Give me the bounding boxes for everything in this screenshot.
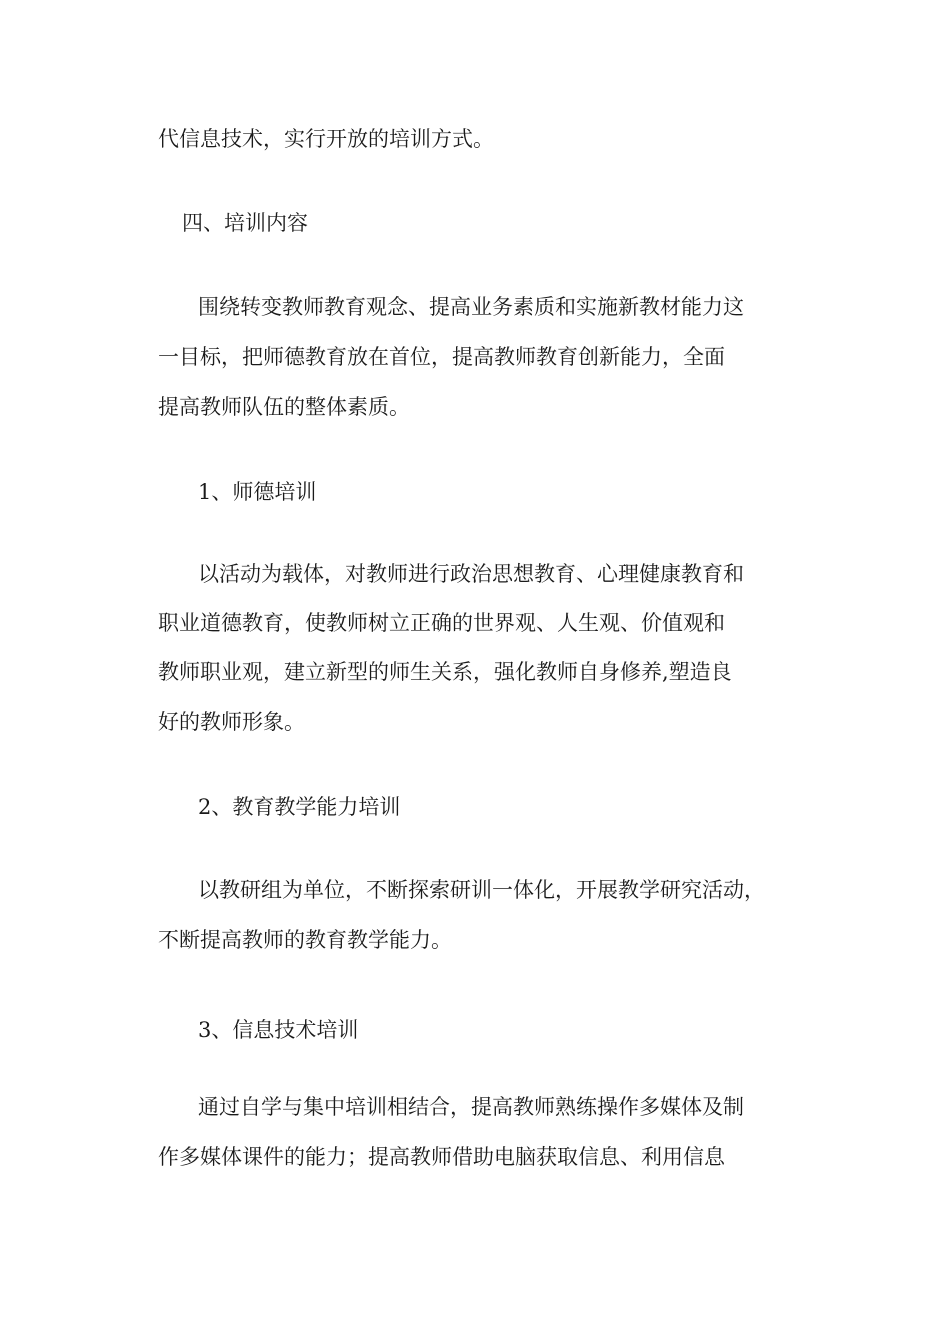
paragraph-line: 通过自学与集中培训相结合，提高教师熟练操作多媒体及制 [198, 1095, 744, 1119]
paragraph-line: 作多媒体课件的能力；提高教师借助电脑获取信息、利用信息 [158, 1145, 725, 1169]
paragraph-line: 不断提高教师的教育教学能力。 [158, 928, 452, 952]
subsection-heading: 3、信息技术培训 [198, 1018, 359, 1042]
section-heading: 四、培训内容 [182, 211, 308, 235]
paragraph-line: 围绕转变教师教育观念、提高业务素质和实施新教材能力这 [198, 295, 744, 319]
paragraph-line: 一目标，把师德教育放在首位，提高教师教育创新能力，全面 [158, 345, 725, 369]
subsection-heading: 1、师德培训 [198, 480, 317, 504]
subsection-heading: 2、教育教学能力培训 [198, 795, 401, 819]
paragraph-line: 代信息技术，实行开放的培训方式。 [158, 127, 494, 151]
paragraph-line: 职业道德教育，使教师树立正确的世界观、人生观、价值观和 [158, 611, 725, 635]
paragraph-line: 好的教师形象。 [158, 710, 305, 734]
paragraph-line: 教师职业观，建立新型的师生关系，强化教师自身修养,塑造良 [158, 660, 732, 684]
paragraph-line: 提高教师队伍的整体素质。 [158, 395, 410, 419]
paragraph-line: 以活动为载体，对教师进行政治思想教育、心理健康教育和 [198, 562, 744, 586]
paragraph-line: 以教研组为单位，不断探索研训一体化，开展教学研究活动， [198, 878, 765, 902]
